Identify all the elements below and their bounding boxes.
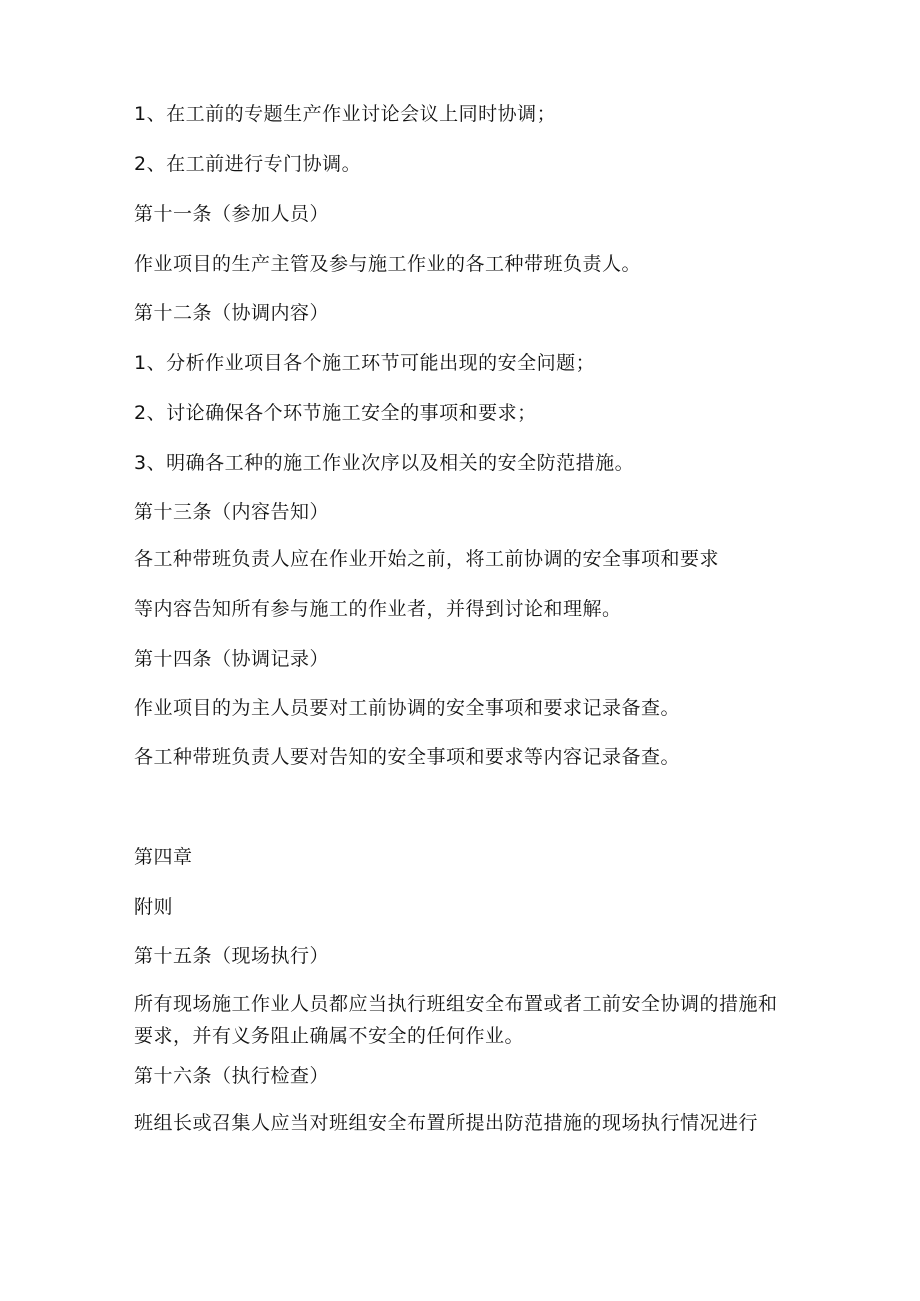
text-line: 2、在工前进行专门协调。 [134,153,362,175]
text-paragraph: 所有现场施工作业人员都应当执行班组安全布置或者工前安全协调的措施和要求，并有义务阻止确属不安全的任何作业。 [134,993,778,1047]
article-heading: 第十一条（参加人员） [134,203,330,225]
text-line: 2、讨论确保各个环节施工安全的事项和要求； [134,402,537,424]
article-heading: 第十三条（内容告知） [134,501,330,523]
text-line: 3、明确各工种的施工作业次序以及相关的安全防范措施。 [134,452,635,474]
chapter-heading: 第四章 [134,846,193,868]
article-heading: 第十五条（现场执行） [134,945,330,967]
article-heading: 第十六条（执行检查） [134,1065,330,1087]
text-line: 班组长或召集人应当对班组安全布置所提出防范措施的现场执行情况进行 [134,1112,759,1134]
text-line: 各工种带班负责人应在作业开始之前，将工前协调的安全事项和要求 [134,548,720,570]
text-line: 作业项目的生产主管及参与施工作业的各工种带班负责人。 [134,253,642,275]
text-line: 等内容告知所有参与施工的作业者，并得到讨论和理解。 [134,598,622,620]
text-line: 各工种带班负责人要对告知的安全事项和要求等内容记录备查。 [134,746,681,768]
text-line: 1、分析作业项目各个施工环节可能出现的安全问题； [134,352,596,374]
chapter-title: 附则 [134,896,174,918]
article-heading: 第十二条（协调内容） [134,302,330,324]
text-line: 作业项目的为主人员要对工前协调的安全事项和要求记录备查。 [134,697,681,719]
text-line: 1、在工前的专题生产作业讨论会议上同时协调； [134,103,557,125]
article-heading: 第十四条（协调记录） [134,648,330,670]
